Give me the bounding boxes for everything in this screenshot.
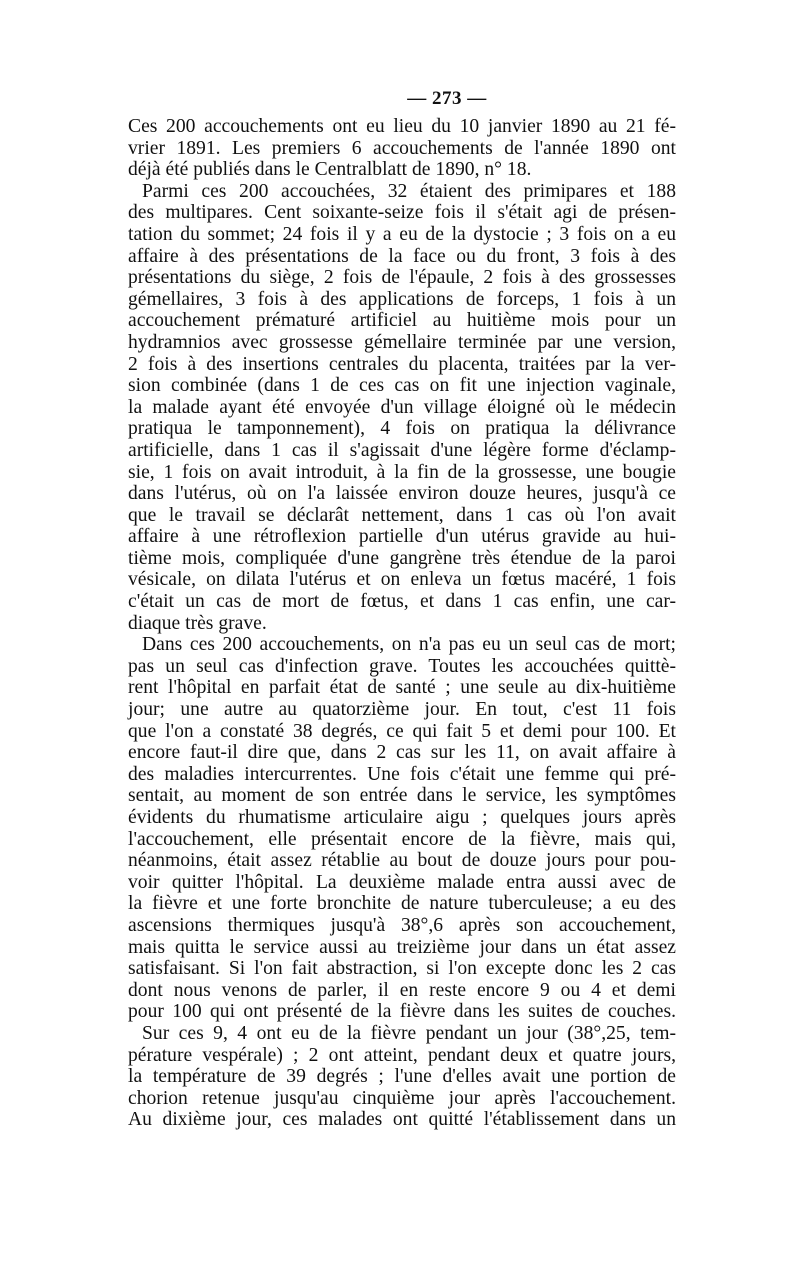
text-line: Sur ces 9, 4 ont eu de la fièvre pendant un jour (38°,25, tem- [142,1022,676,1044]
text-line: vésicale, on dilata l'utérus et on enleva un fœtus macéré, 1 fois [128,569,676,591]
text-line: rent l'hôpital en parfait état de santé ; une seule au dix-huitième [128,677,676,699]
text-line: dont nous venons de parler, il en reste encore 9 ou 4 et demi [128,979,676,1001]
text-line: satisfaisant. Si l'on fait abstraction, si l'on excepte donc les 2 cas [128,958,676,980]
text-line: Ces 200 accouchements ont eu lieu du 10 janvier 1890 au 21 fé- [128,116,676,137]
text-line: 2 fois à des insertions centrales du placenta, traitées par la ver- [128,353,676,375]
text-line: sentait, au moment de son entrée dans le service, les symptômes [128,785,676,807]
text-line: mais quitta le service aussi au treizième jour dans un état assez [128,936,676,958]
text-line: des multipares. Cent soixante-seize fois il s'était agi de présen- [128,202,676,224]
text-line: hydramnios avec grossesse gémellaire terminée par une version, [128,331,676,353]
body-text [128,116,676,1131]
text-line: déjà été publiés dans le Centralblatt de 1890, n° 18. [128,159,532,181]
text-line: néanmoins, était assez rétablie au bout de douze jours pour pou- [128,850,676,872]
text-line: l'accouchement, elle présentait encore de la fièvre, mais qui, [128,828,676,850]
text-line: tation du sommet; 24 fois il y a eu de la dystocie ; 3 fois on a eu [128,223,676,245]
text-line: pas un seul cas d'infection grave. Toutes les accouchées quittè- [128,655,676,677]
page-number: — 273 — [407,88,487,109]
text-line: la malade ayant été envoyée d'un village éloigné où le médecin [128,396,676,418]
text-line: Parmi ces 200 accouchées, 32 étaient des primipares et 188 [142,180,676,202]
text-line: vrier 1891. Les premiers 6 accouchements de l'année 1890 ont [128,137,676,159]
text-line: c'était un cas de mort de fœtus, et dans 1 cas enfin, une car- [128,591,676,613]
text-line: accouchement prématuré artificiel au huitième mois pour un [128,310,676,332]
text-line: ascensions thermiques jusqu'à 38°,6 après son accouchement, [128,914,676,936]
text-line: la température de 39 degrés ; l'une d'elles avait une portion de [128,1066,676,1088]
text-line: encore faut-il dire que, dans 2 cas sur les 11, on avait affaire à [128,742,676,764]
text-line: des maladies intercurrentes. Une fois c'était une femme qui pré- [128,763,676,785]
text-line: que le travail se déclarât nettement, dans 1 cas où l'on avait [128,504,676,526]
text-line: présentations du siège, 2 fois de l'épaule, 2 fois à des grossesses [128,267,676,289]
text-line: artificielle, dans 1 cas il s'agissait d'une légère forme d'éclamp- [128,439,676,461]
text-line: tième mois, compliquée d'une gangrène très étendue de la paroi [128,547,676,569]
text-line: que l'on a constaté 38 degrés, ce qui fait 5 et demi pour 100. Et [128,720,676,742]
text-line: pratiqua le tamponnement), 4 fois on pratiqua la délivrance [128,418,676,440]
text-line: voir quitter l'hôpital. La deuxième malade entra aussi avec de [128,871,676,893]
text-line: affaire à une rétroflexion partielle d'un utérus gravide au hui- [128,526,676,548]
text-line: pour 100 qui ont présenté de la fièvre dans les suites de couches. [128,1001,676,1023]
text-line: sie, 1 fois on avait introduit, à la fin de la grossesse, une bougie [128,461,676,483]
text-line: chorion retenue jusqu'au cinquième jour après l'accouchement. [128,1087,676,1109]
text-line: Au dixième jour, ces malades ont quitté l'établissement dans un [128,1109,676,1131]
text-line: la fièvre et une forte bronchite de nature tuberculeuse; a eu des [128,893,676,915]
text-line: Dans ces 200 accouchements, on n'a pas eu un seul cas de mort; [142,634,676,656]
text-line: pérature vespérale) ; 2 ont atteint, pendant deux et quatre jours, [128,1044,676,1066]
text-line: affaire à des présentations de la face ou du front, 3 fois à des [128,245,676,267]
text-line: évidents du rhumatisme articulaire aigu ; quelques jours après [128,807,676,828]
text-line: jour; une autre au quatorzième jour. En tout, c'est 11 fois [128,699,676,721]
text-line: sion combinée (dans 1 de ces cas on fit une injection vaginale, [128,375,676,397]
text-line: dans l'utérus, où on l'a laissée environ douze heures, jusqu'à ce [128,483,676,505]
book-page [128,88,676,1131]
text-line: gémellaires, 3 fois à des applications de forceps, 1 fois à un [128,288,676,310]
text-line: diaque très grave. [128,612,267,634]
